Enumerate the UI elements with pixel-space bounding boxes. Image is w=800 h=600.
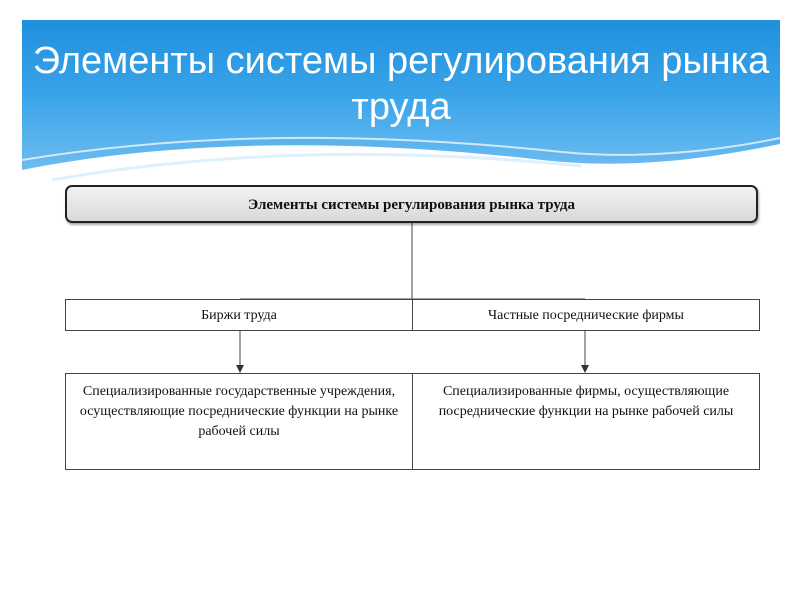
- branch-label-private-firms: Частные посреднические фирмы: [412, 299, 760, 331]
- branch-description-exchanges: Специализированные государственные учреждения, осуществляющие посреднические функции на рынке рабочей силы: [65, 373, 413, 470]
- branch-label-exchanges: Биржи труда: [65, 299, 413, 331]
- slide-title: Элементы системы регулирования рынка труда: [32, 40, 770, 128]
- root-node: Элементы системы регулирования рынка труда: [65, 185, 758, 223]
- branch-description-private-firms: Специализированные фирмы, осуществляющие посреднические функции на рынке рабочей силы: [412, 373, 760, 470]
